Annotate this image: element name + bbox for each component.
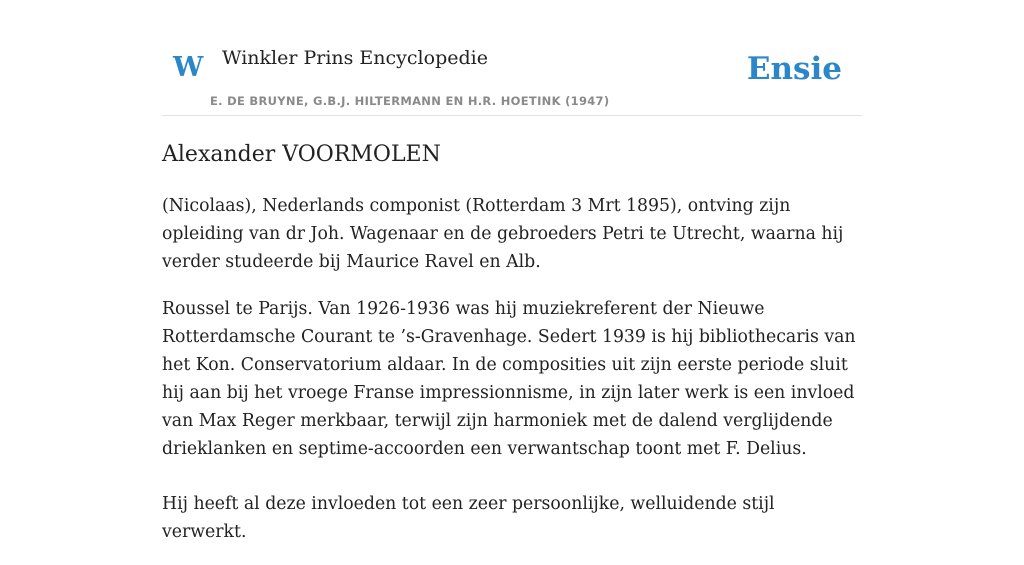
ensie-logo-link[interactable]: Ensie: [746, 51, 842, 87]
publication-title[interactable]: Winkler Prins Encyclopedie: [222, 47, 488, 69]
winkler-prins-logo[interactable]: W: [173, 52, 204, 83]
article-paragraph: (Nicolaas), Nederlands componist (Rotterdam 3 Mrt 1895), ontving zijn opleiding van dr Joh. Wagenaar en de gebroeders Petri te Utrecht, waarna hij verder studeerde bij Maurice Ravel en Alb.: [162, 196, 844, 272]
article-paragraph: Hij heeft al deze invloeden tot een zeer persoonlijke, welluidende stijl verwerkt.: [162, 494, 775, 542]
article-paragraph: Roussel te Parijs. Van 1926-1936 was hij muziekreferent der Nieuwe Rotterdamsche Courant te ’s-Gravenhage. Sedert 1939 is hij bibliothecaris van het Kon. Conservatorium aldaar. In de composities uit zijn eerste periode sluit hij aan bij het vroege Franse impressionnisme, in zijn later werk is een invloed van Max Reger merkbaar, terwijl zijn harmoniek met de dalend verglijdende drieklanken en septime-accoorden een verwantschap toont met F. Delius.: [162, 299, 856, 459]
article-title: Alexander VOORMOLEN: [162, 142, 441, 167]
header: [162, 0, 862, 116]
publication-authors: E. DE BRUYNE, G.B.J. HILTERMANN EN H.R. HOETINK (1947): [210, 94, 610, 108]
article-body: [162, 192, 862, 565]
